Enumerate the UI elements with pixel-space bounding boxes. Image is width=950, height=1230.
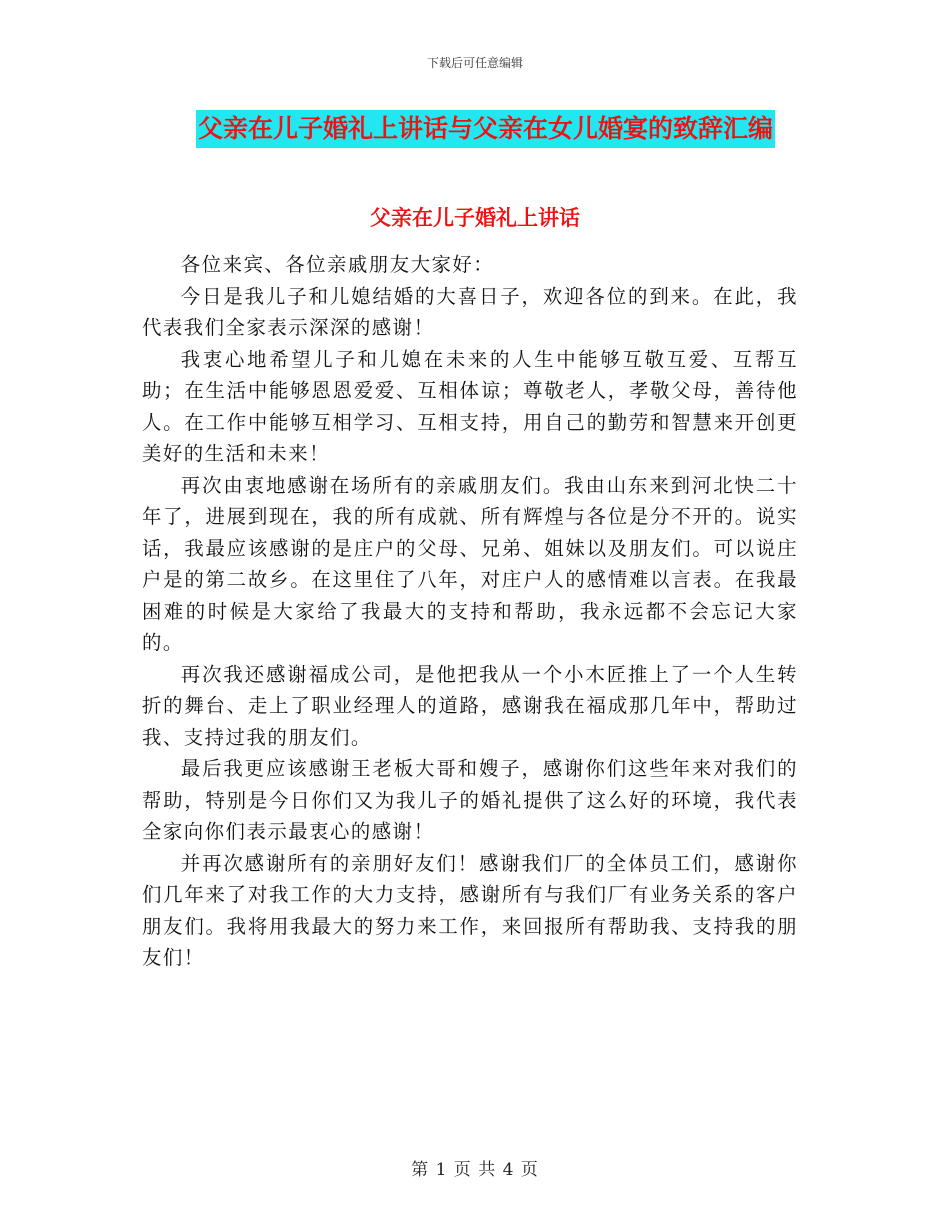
page-footer: 第 1 页 共 4 页 (411, 1160, 539, 1180)
paragraph-thanks-friends: 再次由衷地感谢在场所有的亲戚朋友们。我由山东来到河北快二十年了，进展到现在，我的所有成就、所有辉煌与各位是分不开的。说实话，我最应该感谢的是庄户的父母、兄弟、姐妹以及朋友们。可以说庄户是的第二故乡。在这里住了八年，对庄户人的感情难以言表。在我最困难的时候是大家给了我最大的支持和帮助，我永远都不会忘记大家的。 (142, 473, 798, 654)
paragraph-thanks-boss: 最后我更应该感谢王老板大哥和嫂子，感谢你们这些年来对我们的帮助，特别是今日你们又为我儿子的婚礼提供了这么好的环境，我代表全家向你们表示最衷心的感谢！ (142, 757, 798, 843)
paragraph-thanks-company: 再次我还感谢福成公司，是他把我从一个小木匠推上了一个人生转折的舞台、走上了职业经理人的道路，感谢我在福成那几年中，帮助过我、支持过我的朋友们。 (142, 662, 798, 749)
section-title: 父亲在儿子婚礼上讲话 (370, 206, 580, 230)
paragraph-welcome: 今日是我儿子和儿媳结婚的大喜日子，欢迎各位的到来。在此，我代表我们全家表示深深的感谢！ (142, 284, 798, 339)
paragraph-thanks-all: 并再次感谢所有的亲朋好友们！感谢我们厂的全体员工们，感谢你们几年来了对我工作的大力支持，感谢所有与我们厂有业务关系的客户朋友们。我将用我最大的努力来工作，来回报所有帮助我、支持我的朋友们！ (142, 851, 798, 969)
document-title: 父亲在儿子婚礼上讲话与父亲在女儿婚宴的致辞汇编 (196, 110, 775, 148)
paragraph-greeting: 各位来宾、各位亲戚朋友大家好： (180, 253, 495, 276)
header-note: 下载后可任意编辑 (426, 56, 523, 70)
paragraph-wishes: 我衷心地希望儿子和儿媳在未来的人生中能够互敬互爱、互帮互助；在生活中能够恩恩爱爱、互相体谅；尊敬老人，孝敬父母，善待他人。在工作中能够互相学习、互相支持，用自己的勤劳和智慧来开创更美好的生活和未来！ (142, 347, 798, 465)
speech-body (142, 249, 798, 974)
